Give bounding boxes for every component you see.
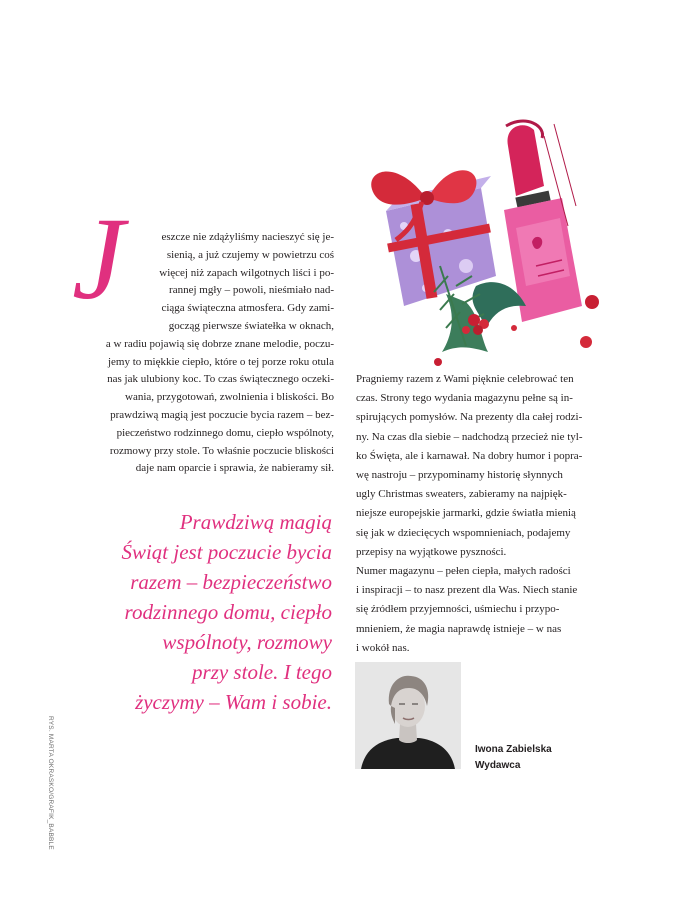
publisher-portrait xyxy=(355,662,461,769)
text-line: Numer magazynu – pełen ciepła, małych radości xyxy=(356,565,571,578)
text-line: sienią, a już czujemy w powietrzu coś xyxy=(166,248,334,261)
text-line: i inspiracji – to nasz prezent dla Was. Niech stanie xyxy=(356,584,578,597)
illustration-credit: RYS. MARTA OKRASKO/GRAFIK_BABBLE xyxy=(47,716,54,850)
text-line: ny. Na czas dla siebie – nadchodzą przecież nie tyl- xyxy=(356,430,583,443)
text-line: prawdziwą magią jest poczucie bycia razem – bez- xyxy=(110,408,334,421)
editorial-left-column xyxy=(88,229,334,478)
quote-line: wspólnoty, rozmowy xyxy=(162,630,332,654)
text-line: ko Święta, ale i karnawał. Na dobry humor i popra- xyxy=(356,449,583,462)
text-line: rozmowy przy stole. To właśnie poczucie bliskości xyxy=(109,444,334,457)
quote-line: życzymy – Wam i sobie. xyxy=(135,690,332,714)
text-line: wania, przygotowań, zwolnienia i bliskości. Bo xyxy=(125,391,334,404)
drop-cap: J xyxy=(72,193,125,324)
text-line: gocząg pierwsze światełka w oknach, xyxy=(168,319,334,332)
text-line: Pragniemy razem z Wami pięknie celebrować ten xyxy=(356,373,574,385)
perfume-bottle-illustration xyxy=(504,121,582,322)
quote-line: Prawdziwą magią xyxy=(179,510,332,534)
portrait-image xyxy=(355,662,461,769)
quote-line: razem – bezpieczeństwo xyxy=(130,570,332,594)
text-line: jemy to miękkie ciepło, które o tej porze roku otula xyxy=(107,355,334,368)
text-line: się jak w dziecięcych wspomnieniach, podajemy xyxy=(356,526,571,539)
text-line: rannej mgły – powoli, nieśmiało nad- xyxy=(169,284,334,297)
text-line: ugly Christmas sweaters, zabieramy na najpięk- xyxy=(356,488,567,501)
text-line: więcej niż zapach wilgotnych liści i po- xyxy=(159,266,334,279)
quote-line: Świąt jest poczucie bycia xyxy=(121,540,332,564)
text-line: się źródłem przyjemności, uśmiechu i przypo- xyxy=(356,603,560,616)
pull-quote xyxy=(110,507,332,717)
text-line: niejsze europejskie jarmarki, gdzie światła mienią xyxy=(356,507,576,520)
quote-line: rodzinnego domu, ciepło xyxy=(124,600,332,624)
text-line: nas jak ulubiony koc. To czas świątecznego oczeki- xyxy=(107,373,334,386)
text-line: i wokół nas. xyxy=(356,641,410,654)
publisher-role: Wydawca xyxy=(475,760,521,771)
publisher-name: Iwona Zabielska xyxy=(475,744,552,755)
signature xyxy=(475,742,552,774)
text-line: mnieniem, że magia naprawdę istnieje – w nas xyxy=(356,622,562,635)
text-line: ciąga świąteczna atmosfera. Gdy zami- xyxy=(161,302,334,315)
text-line: przepisy na wyjątkowe pyszności. xyxy=(356,545,507,558)
editorial-right-column xyxy=(356,370,610,658)
text-line: a w radiu pojawią się dobrze znane melodie, poczu- xyxy=(105,337,334,350)
text-line: daje nam oparcie i sprawia, że nabieramy sił. xyxy=(135,462,334,475)
text-line: czas. Strony tego wydania magazynu pełne są in- xyxy=(356,392,573,405)
christmas-illustration xyxy=(356,116,618,374)
text-line: pieczeństwo rodzinnego domu, ciepło wspólnoty, xyxy=(116,426,334,439)
text-line: eszcze nie zdążyliśmy nacieszyć się je- xyxy=(161,231,334,243)
text-line: spirujących pomysłów. Na prezenty dla całej rodzi- xyxy=(356,411,583,424)
text-line: wę nastroju – przypominamy historię słynnych xyxy=(356,469,563,482)
quote-line: przy stole. I tego xyxy=(192,660,332,684)
